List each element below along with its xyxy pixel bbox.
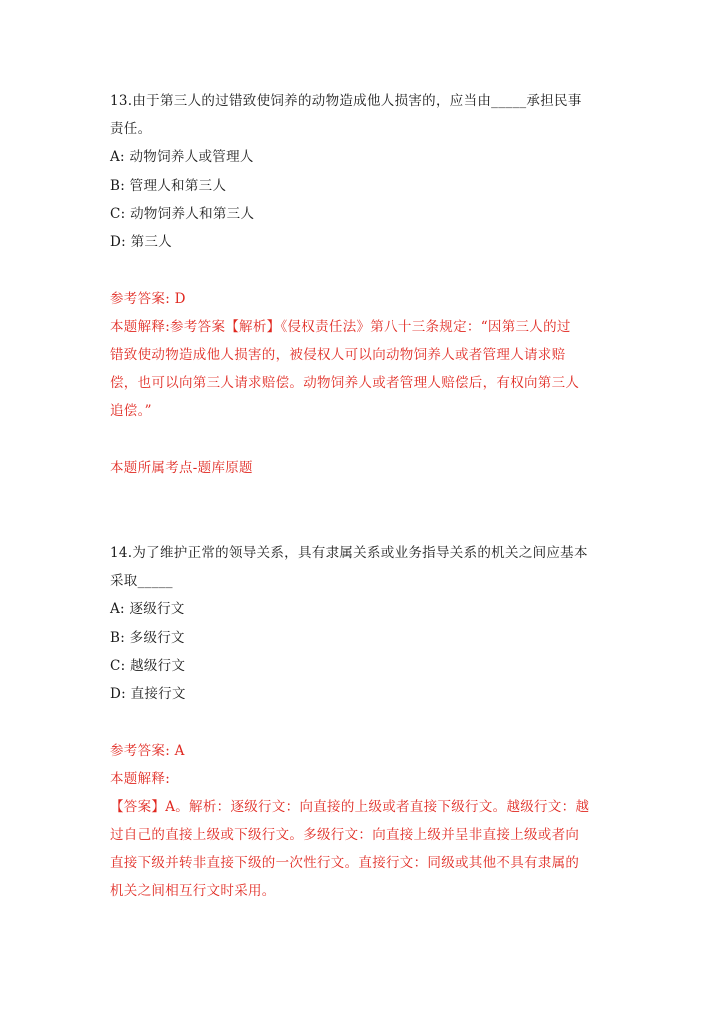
q13-answer: 参考答案: D <box>110 291 186 307</box>
q14-explanation-line3: 直接下级并转非直接下级的一次性行文。直接行文：同级或其他不具有隶属的 <box>110 855 580 871</box>
q14-answer: 参考答案: A <box>110 743 185 759</box>
q14-explanation-label: 本题解释: <box>110 771 171 787</box>
q13-explanation-line3: 偿，也可以向第三人请求赔偿。动物饲养人或者管理人赔偿后，有权向第三人 <box>110 375 580 391</box>
q13-explanation-line2: 错致使动物造成他人损害的，被侵权人可以向动物饲养人或者管理人请求赔 <box>110 347 566 363</box>
q13-source: 本题所属考点-题库原题 <box>110 460 253 476</box>
q13-stem-line1: 13.由于第三人的过错致使饲养的动物造成他人损害的，应当由_____承担民事 <box>110 93 582 109</box>
q13-stem-line2: 责任。 <box>110 121 152 137</box>
q13-option-d: D: 第三人 <box>110 234 172 250</box>
q14-explanation-line2: 过自己的直接上级或下级行文。多级行文：向直接上级并呈非直接上级或者向 <box>110 827 580 843</box>
q14-stem-line1: 14.为了维护正常的领导关系，具有隶属关系或业务指导关系的机关之间应基本 <box>110 545 588 561</box>
q14-option-a: A: 逐级行文 <box>110 601 185 617</box>
q14-option-b: B: 多级行文 <box>110 630 185 646</box>
q13-explanation-line1: 本题解释:参考答案【解析】《侵权责任法》第八十三条规定：“因第三人的过 <box>110 319 571 335</box>
q14-option-c: C: 越级行文 <box>110 658 186 674</box>
q14-stem-line2: 采取_____ <box>110 573 173 589</box>
q13-explanation-line4: 追偿。” <box>110 403 152 419</box>
q14-explanation-line4: 机关之间相互行文时采用。 <box>110 883 276 899</box>
q13-option-a: A: 动物饲养人或管理人 <box>110 149 254 165</box>
q14-option-d: D: 直接行文 <box>110 686 186 702</box>
q13-option-c: C: 动物饲养人和第三人 <box>110 206 255 222</box>
q14-explanation-line1: 【答案】A。解析：逐级行文：向直接的上级或者直接下级行文。越级行文：越 <box>110 799 590 815</box>
q13-option-b: B: 管理人和第三人 <box>110 178 227 194</box>
